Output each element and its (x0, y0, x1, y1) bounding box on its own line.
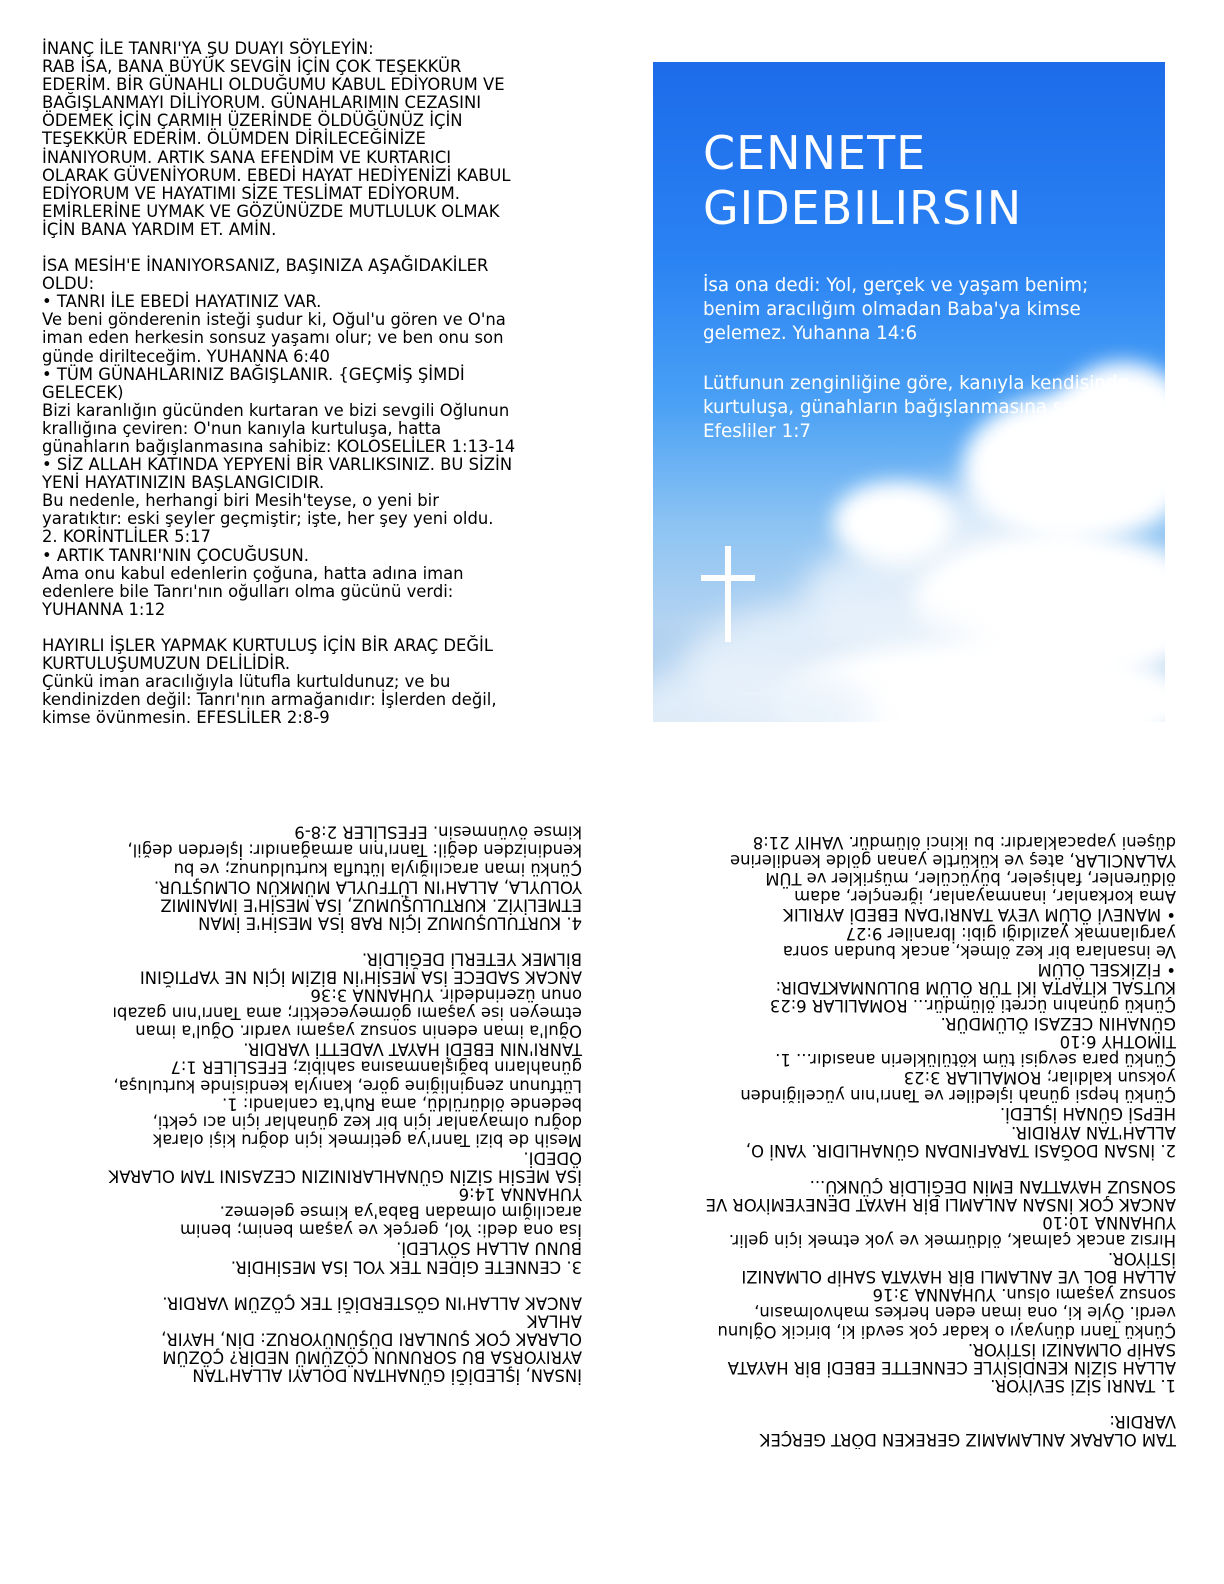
text-line: HEPSİ GÜNAH İŞLEDİ. (999, 1104, 1176, 1124)
text-line: GÜNAHIN CEZASI ÖLÜMDÜR. (940, 1014, 1176, 1034)
text-line: günahların bağışlanmasına sahibiz; EFESLİLER 1:7 (170, 1058, 582, 1078)
text-line: İÇİN BANA YARDIM ET. AMİN. (42, 219, 277, 239)
text-line: • MANEVİ ÖLÜM VEYA TANRI'DAN EBEDİ AYRILIK (783, 905, 1176, 925)
text-line: • ARTIK TANRI'NIN ÇOCUĞUSUN. (42, 545, 309, 565)
text-line: Ve beni gönderenin isteği şudur ki, Oğul'u gören ve O'na (42, 310, 506, 330)
text-line: OLDU: (42, 274, 95, 294)
text-line: sonsuz yaşamı olsun. YUHANNA 3:16 (872, 1285, 1176, 1305)
text-line: Çünkü iman aracılığıyla lütufla kurtuldunuz; ve bu (42, 672, 451, 692)
text-line: öldürenler, fahişeler, büyücüler, müşrikler ve TÜM (765, 869, 1176, 889)
text-line: TIMOTHY 6:10 (1059, 1032, 1176, 1052)
text-line: 1. TANRI SİZİ SEVİYOR. (990, 1375, 1176, 1395)
text-line: aracılığım olmadan Baba'ya kimse gelemez. (219, 1202, 582, 1222)
text-line: Çünkü Tanrı dünyayı o kadar çok sevdi ki, biricik Oğlunu (717, 1321, 1176, 1341)
text-line: YUHANNA 1:12 (42, 599, 166, 619)
text-line: ALLAH SİZİN KENDİSİYLE CENNETTE EBEDİ BİR HAYATA (727, 1357, 1176, 1377)
text-line: EDİYORUM VE HAYATIMI SİZE TESLİMAT EDİYORUM. (42, 183, 460, 203)
text-line: yaratıktır: eski şeyler geçmiştir; işte, her şey yeni oldu. (42, 509, 494, 529)
text-line: VARDIR: (1109, 1411, 1176, 1431)
truth-1-section (642, 1177, 1176, 1394)
text-line: OLARAK ÇOK ŞUNLARI DÜŞÜNÜYORUZ: DİN, HAYIR, (161, 1329, 582, 1349)
text-line: 2. İNSAN DOĞASI TARAFINDAN GÜNAHLIDIR. YANİ O, (745, 1140, 1176, 1160)
text-line: doğru olmayanlar için bir kez günahlar için acı çekti, (152, 1112, 582, 1132)
text-line: kendinizden değil: Tanrı'nın armağanıdır: İşlerden değil, (42, 690, 497, 710)
text-line: EMİRLERİNE UYMAK VE GÖZÜNÜZDE MUTLULUK OLMAK (42, 201, 500, 221)
cover-title: CENNETE GIDEBILIRSIN (703, 126, 1023, 235)
text-line: YUHANNA 14:6 (458, 1184, 582, 1204)
text-line: ALLAH BOL VE ANLAMLI BİR HAYATA SAHİP OLMANIZI (741, 1267, 1176, 1287)
text-line: İSA MESİH SİZİN GÜNAHLARINIZIN CEZASINI TAM OLARAK (108, 1166, 582, 1186)
cover-panel (653, 62, 1165, 722)
text-line: KURTULUŞUMUZUN DELİLİDİR. (42, 654, 291, 673)
solution-section (42, 1293, 582, 1383)
text-line: Lütfunun zenginliğine göre, kanıyla kendisinde kurtuluşa, (113, 1076, 582, 1096)
text-line: ÖDEDİ. (523, 1148, 582, 1168)
text-line: düşeni yapacaklardır: bu ikinci ölümdür. VAHIY 21:8 (752, 833, 1176, 853)
text-line: BUNU ALLAH SÖYLEDİ. (396, 1239, 582, 1259)
text-line: Çünkü hepsi günah işlediler ve Tanrı'nın yüceliğinden (740, 1086, 1176, 1106)
text-line: Hırsız ancak çalmak, öldürmek ve yok etmek için gelir. (728, 1231, 1176, 1251)
text-line: ÖDEMEK İÇİN ÇARMIH ÜZERİNDE ÖLDÜĞÜNÜZ İÇİN (42, 111, 463, 131)
text-line: Ve insanlara bir kez ölmek, ancak bundan sonra (782, 941, 1176, 961)
text-line: Oğul'a iman edenin sonsuz yaşamı vardır. Oğul'a iman (135, 1022, 582, 1042)
text-line: Bu nedenle, herhangi biri Mesih'teyse, o yeni bir (42, 491, 439, 511)
cover-verse-ephesians: Lütfunun zenginliğine göre, kanıyla kendisinde kurtuluşa, günahların bağışlanmasına sahibiz; Efesliler 1:7 (703, 373, 1129, 442)
text-line: EDERİM. BİR GÜNAHLI OLDUĞUMU KABUL EDİYORUM VE (42, 75, 505, 95)
text-line: ANCAK SADECE İSA MESİH'İN BİZİM İÇİN NE YAPTIĞINI (139, 967, 582, 987)
text-line: etmeyen ise yaşamı görmeyecektir; ama Tanrı'nın gazabı (112, 1003, 582, 1023)
text-line: RAB İSA, BANA BÜYÜK SEVGİN İÇİN ÇOK TEŞEKKÜR (42, 57, 462, 77)
text-line: İsa ona dedi: Yol, gerçek ve yaşam benim; benim (179, 1221, 582, 1241)
text-line: BİLMEK YETERLİ DEĞİLDİR. (361, 949, 582, 969)
text-line: YUHANNA 10:10 (1042, 1212, 1176, 1232)
text-line: İNSAN, İŞLEDİĞİ GÜNAHTAN DOLAYI ALLAH'TAN (192, 1365, 582, 1385)
text-line: YALANCILAR, ateş ve kükürtle yanan gölde kendilerine (729, 851, 1176, 871)
front-left-column (42, 40, 582, 727)
text-line: SAHİP OLMANIZI İSTİYOR. (967, 1339, 1176, 1359)
text-line: kimse övünmesin. EFESLİLER 2:8-9 (294, 823, 582, 843)
text-line: TANRI'NIN EBEDİ HAYAT VADETTİ VARDIR. (243, 1040, 582, 1060)
believe-section (42, 257, 582, 619)
text-line: TAM OLARAK ANLAMAMIZ GEREKEN DÖRT GERÇEK (759, 1430, 1176, 1449)
back-left-column (42, 823, 582, 1384)
text-line: AYRIYORSA BU SORUNUN ÇÖZÜMÜ NEDİR? ÇÖZÜM (162, 1347, 582, 1367)
text-line: BAĞIŞLANMAYI DİLİYORUM. GÜNAHLARIMIN CEZASINI (42, 93, 482, 113)
prayer-section (42, 40, 582, 239)
text-line: ALLAH'TAN AYRIDIR. (1011, 1122, 1176, 1142)
text-line: edenlere bile Tanrı'nın oğulları olma gücünü verdi: (42, 581, 454, 601)
truth-3-section (42, 950, 582, 1276)
text-line: • FİZİKSEL ÖLÜM (1037, 959, 1176, 979)
text-line: Çünkü günahın ücreti ölümdür... ROMALILAR 6:23 (769, 995, 1176, 1015)
text-line: 4. KURTULUŞUMUZ İÇİN RAB İSA MESİH'E İMAN (198, 913, 582, 933)
text-line: AHLAK (526, 1311, 582, 1331)
text-line: günde dirilteceğim. YUHANNA 6:40 (42, 346, 330, 366)
text-line: KUTSAL KİTAPTA İKİ TÜR ÖLÜM BULUNMAKTADIR: (775, 977, 1176, 997)
text-line: Ama onu kabul edenlerin çoğuna, hatta adına iman (42, 563, 464, 583)
back-right-column (642, 833, 1176, 1448)
text-line: • SİZ ALLAH KATINDA YEPYENİ BİR VARLIKSINIZ. BU SİZİN (42, 455, 513, 475)
text-line: Ama korkanlar, inanmayanlar, iğrençler, adam (794, 887, 1176, 907)
text-line: günahların bağışlanmasına sahibiz: KOLOSELİLER 1:13-14 (42, 436, 516, 456)
works-section (42, 637, 582, 727)
text-line: YENİ HAYATINIZIN BAŞLANGICIDIR. (42, 473, 325, 493)
text-line: yoksun kaldılar; ROMALILAR 3:23 (903, 1068, 1176, 1088)
text-line: TEŞEKKÜR EDERİM. ÖLÜMDEN DİRİLECEĞİNİZE (42, 129, 426, 149)
text-line: Çünkü iman aracılığıyla lütufla kurtuldunuz; ve bu (173, 859, 582, 879)
cross-icon (701, 546, 755, 642)
text-line: İSA MESİH'E İNANIYORSANIZ, BAŞINIZA AŞAĞIDAKİLER (42, 256, 489, 276)
text-line: ANCAK ALLAH'IN GÖSTERDİĞİ TEK ÇÖZÜM VARDIR. (162, 1293, 582, 1313)
text-line: Çünkü para sevgisi tüm kötülüklerin anasıdır... 1. (775, 1050, 1176, 1070)
truth-2-section (642, 833, 1176, 1159)
text-line: iman eden herkesin sonsuz yaşamı olur; ve ben onu son (42, 328, 504, 348)
text-line: YOLUYLA, ALLAH'IN LÜTFUYLA MÜMKÜN OLMUŞTUR. (153, 877, 582, 897)
text-line: • TÜM GÜNAHLARINIZ BAĞIŞLANIR. {GEÇMİŞ ŞİMDİ (42, 364, 465, 384)
text-line: yargılanmak yazıldığı gibi: İbraniler 9:27 (845, 923, 1176, 943)
text-line: ANCAK ÇOK İNSAN ANLAMLI BİR HAYAT DENEYEMİYOR VE (705, 1194, 1176, 1214)
text-line: ETMELİYİZ. KURTULUŞUMUZ, İSA MESİH'E İMANIMIZ (160, 895, 582, 915)
text-line: krallığına çeviren: O'nun kanıyla kurtuluşa, hatta (42, 418, 442, 438)
text-line: bedende öldürüldü, ama Ruh'ta canlandı: 1. (222, 1094, 582, 1114)
text-line: Bizi karanlığın gücünden kurtaran ve bizi sevgili Oğlunun (42, 400, 510, 420)
text-line: kimse övünmesin. EFESLİLER 2:8-9 (42, 708, 330, 728)
text-line: İNANÇ İLE TANRI'YA ŞU DUAYI SÖYLEYİN: (42, 39, 374, 58)
text-line: İNANIYORUM. ARTIK SANA EFENDİM VE KURTARICI (42, 147, 452, 167)
text-line: HAYIRLI İŞLER YAPMAK KURTULUŞ İÇİN BİR ARAÇ DEĞİL (42, 635, 494, 655)
text-line: kendinizden değil: Tanrı'nın armağanıdır: İşlerden değil, (127, 841, 582, 861)
text-line: 2. KORİNTLİLER 5:17 (42, 527, 211, 547)
truth-4-section (42, 823, 582, 932)
text-line: GELECEK) (42, 382, 124, 402)
text-line: 3. CENNETE GİDEN TEK YOL İSA MESİHDİR. (230, 1257, 582, 1277)
text-line: SONSUZ HAYATTAN EMİN DEĞİLDİR ÇÜNKÜ... (809, 1176, 1176, 1196)
text-line: verdi. Öyle ki, ona iman eden herkes mahvolmasın, (754, 1303, 1176, 1323)
text-line: İSTİYOR. (1107, 1249, 1176, 1269)
text-line: Mesih de bizi Tanrı'ya getirmek için doğru kişi olarak (152, 1130, 582, 1150)
four-truths-intro (642, 1412, 1176, 1448)
text-line: • TANRI İLE EBEDİ HAYATINIZ VAR. (42, 292, 322, 312)
text-line: onun üzerindedir. YUHANNA 3:36 (310, 985, 582, 1005)
text-line: OLARAK GÜVENİYORUM. EBEDİ HAYAT HEDİYENİZİ KABUL (42, 165, 511, 185)
cover-verse-john: İsa ona dedi: Yol, gerçek ve yaşam benim; benim aracılığım olmadan Baba'ya kimse gelemez. Yuhanna 14:6 (703, 275, 1089, 344)
